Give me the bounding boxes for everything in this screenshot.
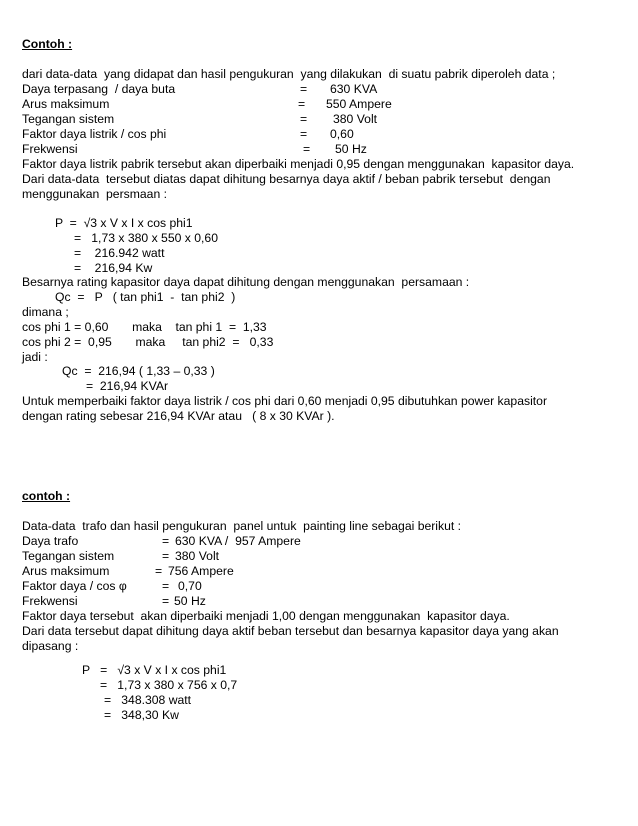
- paragraph: dipasang :: [22, 639, 79, 653]
- paragraph: Dari data tersebut dapat dihitung daya aktif beban tersebut dan besarnya kapasitor daya yang akan: [22, 624, 559, 638]
- formula-line: = 348.308 watt: [104, 693, 192, 707]
- param-equals: =: [155, 564, 163, 578]
- param-label: Faktor daya listrik / cos phi: [22, 127, 167, 141]
- param-label: Arus maksimum: [22, 564, 110, 578]
- param-label: Arus maksimum: [22, 97, 110, 111]
- param-label: Faktor daya / cos φ: [22, 579, 127, 593]
- formula-line: = 1,73 x 380 x 756 x 0,7: [100, 678, 238, 692]
- formula-line: P = √3 x V x I x cos phi1: [55, 216, 193, 230]
- param-value: 630 KVA: [330, 82, 378, 96]
- section-heading: Contoh :: [22, 37, 73, 51]
- param-equals: =: [298, 97, 306, 111]
- intro-text: dari data-data yang didapat dan hasil pengukuran yang dilakukan di suatu pabrik diperoleh data ;: [22, 67, 556, 81]
- formula-line: = 216,94 Kw: [74, 261, 153, 275]
- param-label: Frekwensi: [22, 142, 78, 156]
- param-value: 380 Volt: [333, 112, 378, 126]
- formula-line: = 348,30 Kw: [104, 708, 179, 722]
- formula-line: Qc = P ( tan phi1 - tan phi2 ): [55, 290, 236, 304]
- section-heading: contoh :: [22, 489, 71, 503]
- param-equals: =: [162, 534, 170, 548]
- param-equals: =: [300, 127, 308, 141]
- formula-line: P = √3 x V x I x cos phi1: [82, 663, 227, 677]
- param-value: 0,70: [178, 579, 202, 593]
- intro-text: Data-data trafo dan hasil pengukuran panel untuk painting line sebagai berikut :: [22, 519, 462, 533]
- formula-line: = 1,73 x 380 x 550 x 0,60: [74, 231, 218, 245]
- param-value: 630 KVA / 957 Ampere: [175, 534, 301, 548]
- text-line: cos phi 2 = 0,95 maka tan phi2 = 0,33: [22, 335, 274, 349]
- paragraph: Besarnya rating kapasitor daya dapat dihitung dengan menggunakan persamaan :: [22, 275, 470, 289]
- param-value: 550 Ampere: [326, 97, 392, 111]
- formula-line: = 216.942 watt: [74, 246, 165, 260]
- paragraph: Dari data-data tersebut diatas dapat dihitung besarnya daya aktif / beban pabrik tersebut dengan: [22, 172, 551, 186]
- param-label: Tegangan sistem: [22, 112, 115, 126]
- param-value: 0,60: [330, 127, 354, 141]
- text-line: jadi :: [22, 350, 48, 364]
- formula-line: Qc = 216,94 ( 1,33 – 0,33 ): [62, 364, 215, 378]
- param-value: 756 Ampere: [168, 564, 234, 578]
- paragraph: Untuk memperbaiki faktor daya listrik / cos phi dari 0,60 menjadi 0,95 dibutuhkan power kapasitor: [22, 394, 548, 408]
- param-label: Tegangan sistem: [22, 549, 115, 563]
- paragraph: Faktor daya listrik pabrik tersebut akan diperbaiki menjadi 0,95 dengan menggunakan kapasitor daya.: [22, 157, 575, 171]
- param-label: Daya trafo: [22, 534, 79, 548]
- param-label: Frekwensi: [22, 594, 78, 608]
- paragraph: dengan rating sebesar 216,94 KVAr atau ( 8 x 30 KVAr ).: [22, 409, 335, 423]
- param-value: 50 Hz: [174, 594, 206, 608]
- param-equals: =: [300, 82, 308, 96]
- text-line: cos phi 1 = 0,60 maka tan phi 1 = 1,33: [22, 320, 267, 334]
- formula-line: = 216,94 KVAr: [86, 379, 169, 393]
- paragraph: menggunakan persmaan :: [22, 187, 167, 201]
- paragraph: Faktor daya tersebut akan diperbaiki menjadi 1,00 dengan menggunakan kapasitor daya.: [22, 609, 510, 623]
- param-equals: =: [300, 112, 308, 126]
- param-equals: =: [303, 142, 311, 156]
- param-label: Daya terpasang / daya buta: [22, 82, 176, 96]
- param-equals: =: [162, 549, 170, 563]
- param-equals: =: [162, 594, 170, 608]
- param-equals: =: [162, 579, 170, 593]
- param-value: 380 Volt: [175, 549, 220, 563]
- text-line: dimana ;: [22, 305, 69, 319]
- param-value: 50 Hz: [335, 142, 367, 156]
